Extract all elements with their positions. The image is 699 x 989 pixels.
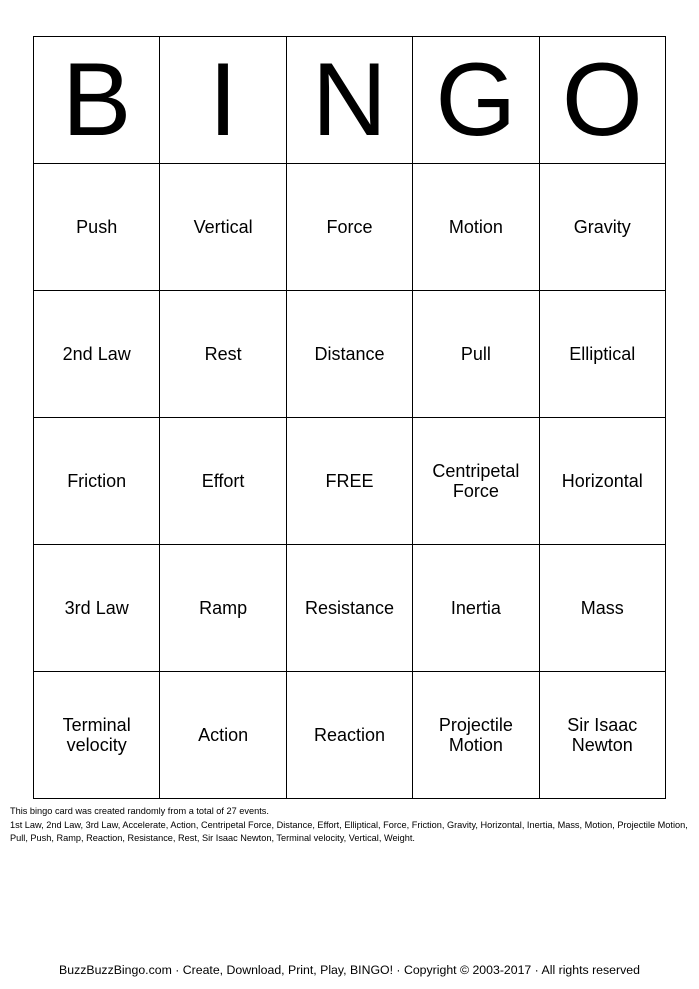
header-letter-b: B bbox=[34, 37, 160, 164]
bingo-row bbox=[34, 545, 666, 672]
header-letter-n: N bbox=[286, 37, 412, 164]
cell-text: Projectile Motion bbox=[438, 715, 513, 755]
bingo-cell bbox=[160, 545, 286, 672]
bingo-cell bbox=[286, 545, 412, 672]
cell-text: Action bbox=[198, 725, 249, 745]
bingo-cell bbox=[34, 545, 160, 672]
bingo-cell bbox=[34, 164, 160, 291]
card-info-events: 1st Law, 2nd Law, 3rd Law, Accelerate, Action, Centripetal Force, Distance, Effort, Elliptical, Force, Friction, Gravity, Horizontal, Inertia, Mass, Motion, Projectile Motion, Pull, Push, Ramp, Reaction, Resistance, Rest, Sir Isaac Newton, Terminal velocity, Vertical, Weight. bbox=[10, 819, 688, 843]
cell-text: Inertia bbox=[450, 598, 501, 618]
bingo-cell bbox=[539, 418, 665, 545]
bingo-cell bbox=[160, 291, 286, 418]
cell-text: Rest bbox=[204, 344, 242, 364]
bingo-row bbox=[34, 672, 666, 799]
bingo-free-cell bbox=[286, 418, 412, 545]
cell-text: Push bbox=[76, 217, 118, 237]
cell-text: Vertical bbox=[193, 217, 253, 237]
card-info-summary: This bingo card was created randomly from a total of 27 events. bbox=[10, 806, 269, 816]
cell-text: Centripetal Force bbox=[432, 461, 520, 501]
cell-text: 2nd Law bbox=[62, 344, 131, 364]
bingo-cell bbox=[413, 164, 539, 291]
bingo-cell bbox=[539, 672, 665, 799]
bingo-cell bbox=[286, 291, 412, 418]
bingo-cell bbox=[34, 418, 160, 545]
bingo-cell bbox=[539, 164, 665, 291]
cell-text: 3rd Law bbox=[64, 598, 129, 618]
cell-text: Horizontal bbox=[561, 471, 643, 491]
cell-text: Gravity bbox=[573, 217, 631, 237]
bingo-cell bbox=[413, 672, 539, 799]
bingo-cell bbox=[539, 291, 665, 418]
bingo-row bbox=[34, 291, 666, 418]
header-letter-g: G bbox=[413, 37, 539, 164]
bingo-cell bbox=[34, 291, 160, 418]
cell-text: Ramp bbox=[199, 598, 248, 618]
bingo-cell bbox=[413, 291, 539, 418]
cell-text: Sir Isaac Newton bbox=[567, 715, 638, 755]
bingo-cell bbox=[160, 418, 286, 545]
cell-text: Reaction bbox=[313, 725, 385, 745]
bingo-row bbox=[34, 164, 666, 291]
cell-text: Motion bbox=[448, 217, 503, 237]
card-info bbox=[10, 805, 690, 846]
cell-text: Terminal velocity bbox=[62, 715, 131, 755]
bingo-card bbox=[33, 36, 666, 799]
cell-text: FREE bbox=[325, 471, 374, 491]
header-letter-i: I bbox=[160, 37, 286, 164]
cell-text: Resistance bbox=[304, 598, 394, 618]
bingo-cell bbox=[160, 164, 286, 291]
bingo-cell bbox=[286, 672, 412, 799]
cell-text: Pull bbox=[460, 344, 491, 364]
bingo-cell bbox=[160, 672, 286, 799]
cell-text: Elliptical bbox=[569, 344, 636, 364]
footer-copyright: BuzzBuzzBingo.com · Create, Download, Print, Play, BINGO! · Copyright © 2003-2017 · All rights reserved bbox=[59, 963, 640, 977]
bingo-cell bbox=[413, 545, 539, 672]
bingo-cell bbox=[539, 545, 665, 672]
cell-text: Friction bbox=[67, 471, 127, 491]
bingo-cell bbox=[34, 672, 160, 799]
header-letter-o: O bbox=[539, 37, 665, 164]
bingo-header-row bbox=[34, 37, 666, 164]
cell-text: Distance bbox=[314, 344, 385, 364]
bingo-cell bbox=[286, 164, 412, 291]
bingo-cell bbox=[413, 418, 539, 545]
cell-text: Effort bbox=[201, 471, 245, 491]
cell-text: Force bbox=[326, 217, 373, 237]
bingo-row bbox=[34, 418, 666, 545]
cell-text: Mass bbox=[580, 598, 624, 618]
